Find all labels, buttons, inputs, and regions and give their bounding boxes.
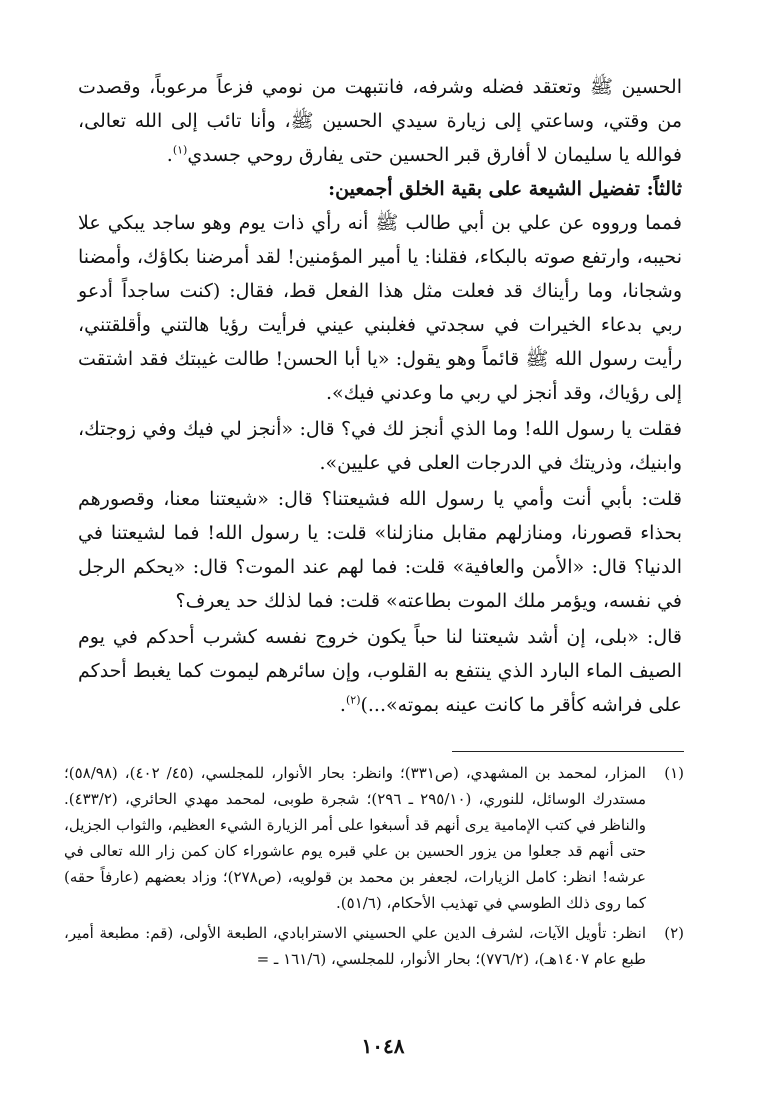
footnote-divider [452, 751, 684, 752]
paragraph-5-end: . [339, 694, 346, 716]
main-text [78, 70, 682, 722]
footnote-number: (٢) [664, 924, 684, 942]
paragraph-2: فمما ورووه عن علي بن أبي طالب ﷺ أنه رأي ذات يوم وهو ساجد يبكي علا نحيبه، وارتفع صوته بالبكاء، فقلنا: يا أمير المؤمنين! لقد أمرضنا بكاؤك، وأمضنا وشجانا، وما رأيناك قد فعلت مثل هذا الفعل قط، فقال: (كنت ساجداً أدعو ربي بدعاء الخيرات في سجدتي فغلبني عيني فرأيت رؤيا هالتني وأقلقتني، رأيت رسول الله ﷺ قائماً وهو يقول: «يا أبا الحسن! طالت غيبتك فقد اشتقت إلى رؤياك، وقد أنجز لي ربي ما وعدني فيك». [78, 212, 682, 404]
paragraph-1 [78, 70, 682, 172]
paragraph-4: قلت: بأبي أنت وأمي يا رسول الله فشيعتنا؟ قال: «شيعتنا معنا، وقصورهم بحذاء قصورنا، ومنازلهم مقابل منازلنا» قلت: يا رسول الله! فما لشيعتنا في الدنيا؟ قال: «الأمن والعافية» قلت: فما لهم عند الموت؟ قال: «يحكم الرجل في نفسه، ويؤمر ملك الموت بطاعته» قلت: فما لذلك حد يعرف؟ [78, 488, 682, 612]
paragraph-1-end: . [166, 144, 173, 166]
footnote-ref-1[interactable]: (١) [172, 143, 188, 157]
paragraph-3: فقلت يا رسول الله! وما الذي أنجز لك في؟ قال: «أنجز لي فيك وفي زوجتك، وابنيك، وذريتك في الدرجات العلى في عليين». [78, 418, 682, 474]
paragraph-5 [78, 620, 682, 722]
paragraph-1-text: الحسين ﷺ وتعتقد فضله وشرفه، فانتبهت من نومي فزعاً مرعوباً، وقصدت من وقتي، وساعتي إلى زيارة سيدي الحسين ﷺ، وأنا تائب إلى الله تعالى، فوالله يا سليمان لا أفارق قبر الحسين حتى يفارق روحي جسدي [78, 76, 682, 166]
footnote-1 [64, 760, 684, 916]
footnote-text: انظر: تأويل الآيات، لشرف الدين علي الحسيني الاسترابادي، الطبعة الأولى، (قم: مطبعة أمير، طبع عام ١٤٠٧هـ)، (٧٧٦/٢)؛ بحار الأنوار، للمجلسي، (١٦١/٦ ـ = [64, 924, 646, 968]
footnote-ref-2[interactable]: (٢) [345, 693, 361, 707]
paragraph-5-text: قال: «بلى، إن أشد شيعتنا لنا حباً يكون خروج نفسه كشرب أحدكم في يوم الصيف الماء البارد الذي ينتفع به القلوب، وإن سائرهم ليموت كما يغبط أحدكم على فراشه كأقر ما كانت عينه بموته»...) [78, 626, 682, 716]
footnote-text: المزار، لمحمد بن المشهدي، (ص٣٣١)؛ وانظر: بحار الأنوار، للمجلسي، (٤٥/ ٤٠٢)، (٥٨/٩٨)؛ مستدرك الوسائل، للنوري، (٢٩٥/١٠ ـ ٢٩٦)؛ شجرة طوبى، لمحمد مهدي الحائري، (٤٣٣/٢). والناظر في كتب الإمامية يرى أنهم قد أسبغوا على أمر الزيارة الشيء العظيم، والثواب الجزيل، حتى أنهم قد جعلوا من يزور الحسين بن علي قبره يوم عاشوراء كان كمن زار الله تعالى في عرشه! انظر: كامل الزيارات، لجعفر بن محمد بن قولويه، (ص٢٧٨)؛ وزاد بعضهم (عارفاً حقه) كما روى ذلك الطوسي في تهذيب الأحكام، (٥١/٦). [64, 764, 647, 912]
footnote-2 [64, 920, 684, 972]
footnote-number: (١) [664, 764, 684, 782]
section-heading: ثالثاً: تفضيل الشيعة على بقية الخلق أجمعين: [328, 178, 682, 200]
footnotes [64, 760, 684, 972]
page-number: ١٠٤٨ [361, 1034, 405, 1058]
